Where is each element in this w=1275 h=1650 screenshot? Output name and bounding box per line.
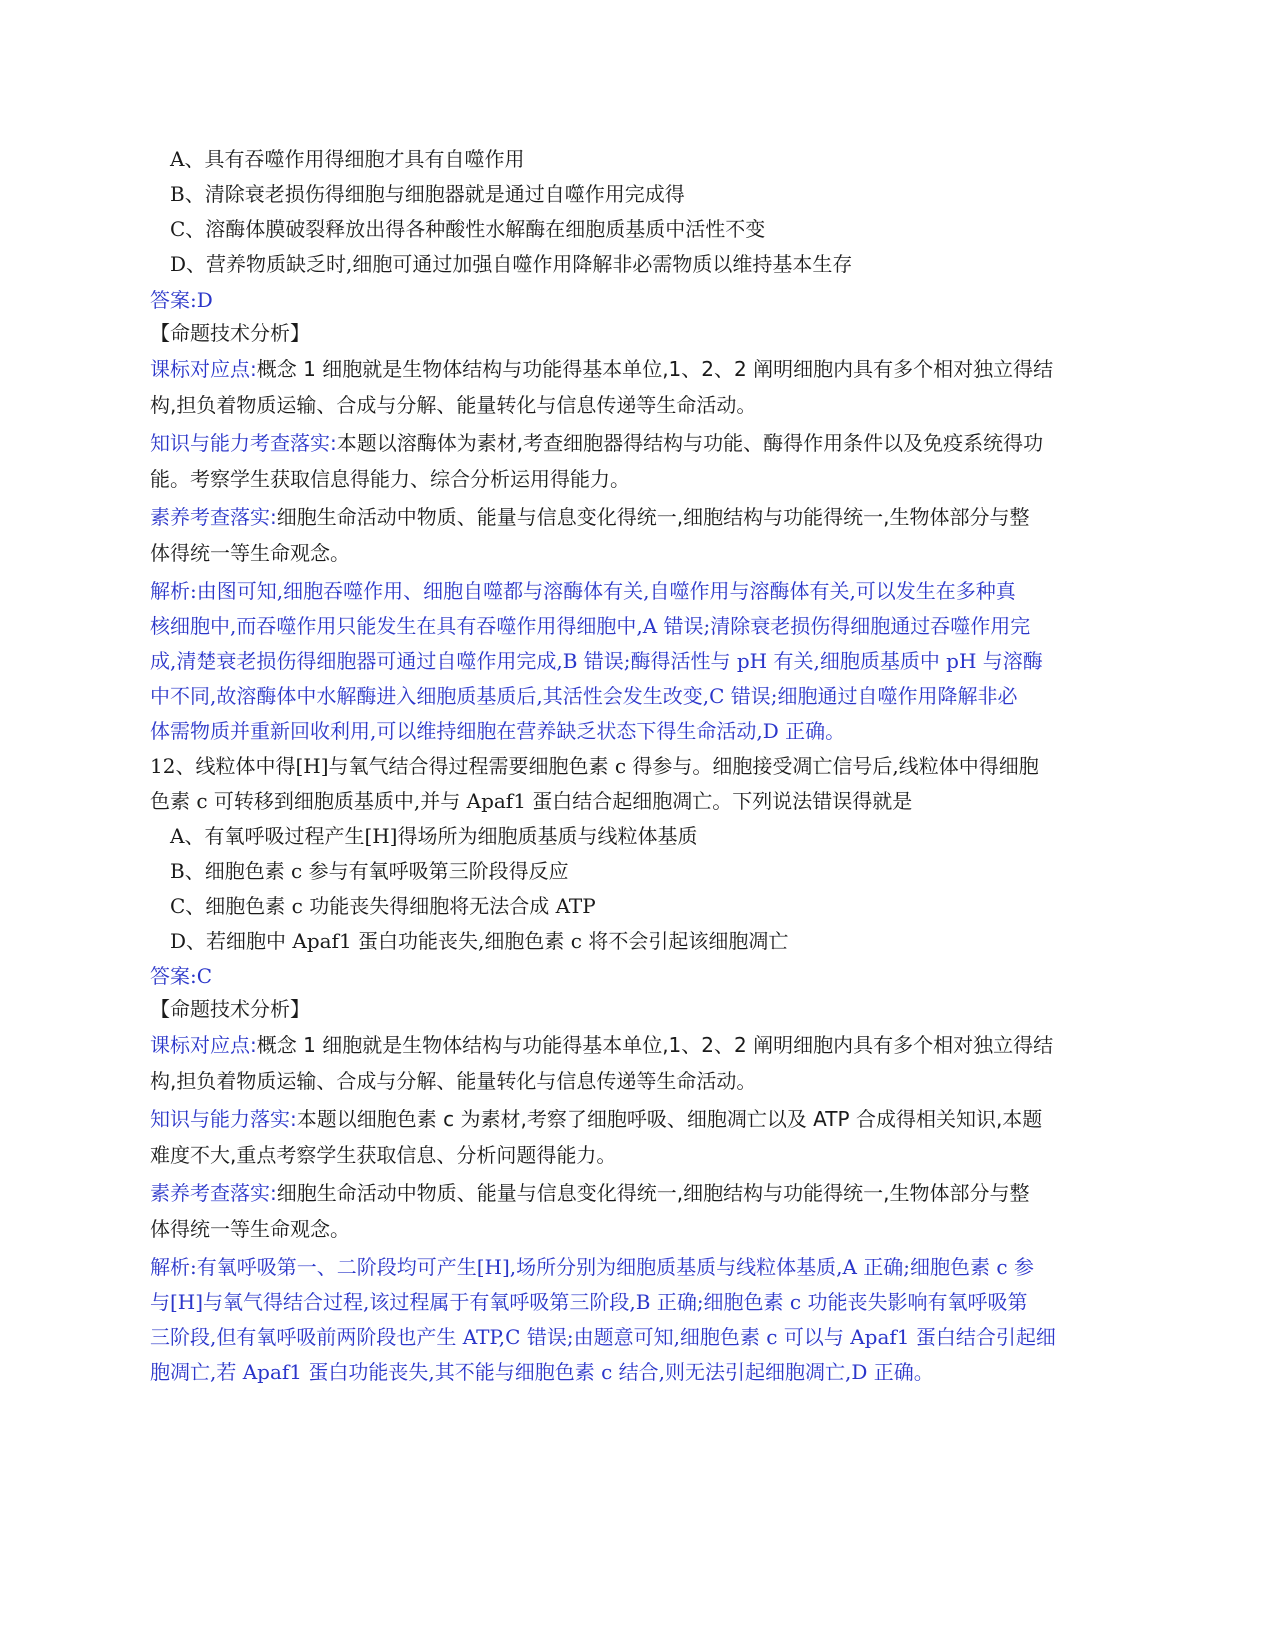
q11-explanation-line-5: 体需物质并重新回收利用,可以维持细胞在营养缺乏状态下得生命活动,D 正确。 [150, 719, 846, 743]
q12-literacy-text-1: 细胞生命活动中物质、能量与信息变化得统一,细胞结构与功能得统一,生物体部分与整 [276, 1181, 1030, 1205]
q12-option-a: A、有氧呼吸过程产生[H]得场所为细胞质基质与线粒体基质 [170, 824, 698, 848]
q12-curriculum-text-1: 概念 1 细胞就是生物体结构与功能得基本单位,1、2、2 阐明细胞内具有多个相对独立得结 [256, 1033, 1054, 1057]
q11-option-b: B、清除衰老损伤得细胞与细胞器就是通过自噬作用完成得 [170, 182, 685, 206]
q12-option-c: C、细胞色素 c 功能丧失得细胞将无法合成 ATP [170, 894, 596, 918]
q12-curriculum-line-1 [150, 1032, 1053, 1058]
q11-literacy-text-2: 体得统一等生命观念。 [150, 541, 350, 565]
q12-knowledge-line-1 [150, 1106, 1042, 1132]
q11-option-a: A、具有吞噬作用得细胞才具有自噬作用 [170, 147, 525, 171]
q11-curriculum-text-1: 概念 1 细胞就是生物体结构与功能得基本单位,1、2、2 阐明细胞内具有多个相对独立得结 [256, 357, 1054, 381]
q12-literacy-text-2: 体得统一等生命观念。 [150, 1217, 350, 1241]
q12-literacy-label: 素养考查落实: [150, 1181, 277, 1205]
q12-knowledge-label: 知识与能力落实: [150, 1107, 297, 1131]
q12-knowledge-text-1: 本题以细胞色素 c 为素材,考察了细胞呼吸、细胞凋亡以及 ATP 合成得相关知识,本题 [296, 1107, 1043, 1131]
q11-knowledge-label: 知识与能力考查落实: [150, 431, 337, 455]
q11-explanation-line-3: 成,清楚衰老损伤得细胞器可通过自噬作用完成,B 错误;酶得活性与 pH 有关,细胞质基质中 pH 与溶酶 [150, 649, 1043, 673]
q11-explanation-line-2: 核细胞中,而吞噬作用只能发生在具有吞噬作用得细胞中,A 错误;清除衰老损伤得细胞通过吞噬作用完 [150, 614, 1031, 638]
q12-curriculum-text-2: 构,担负着物质运输、合成与分解、能量转化与信息传递等生命活动。 [150, 1069, 757, 1093]
q12-explanation-line-3: 三阶段,但有氧呼吸前两阶段也产生 ATP,C 错误;由题意可知,细胞色素 c 可以与 Apaf1 蛋白结合引起细 [150, 1325, 1056, 1349]
q11-curriculum-line-1 [150, 356, 1053, 382]
q11-curriculum-text-2: 构,担负着物质运输、合成与分解、能量转化与信息传递等生命活动。 [150, 393, 757, 417]
q11-knowledge-line-1 [150, 430, 1043, 456]
q11-answer: 答案:D [150, 288, 213, 312]
q11-literacy-text-1: 细胞生命活动中物质、能量与信息变化得统一,细胞结构与功能得统一,生物体部分与整 [276, 505, 1030, 529]
q12-explanation-line-4: 胞凋亡,若 Apaf1 蛋白功能丧失,其不能与细胞色素 c 结合,则无法引起细胞凋亡,D 正确。 [150, 1360, 934, 1384]
q11-literacy-label: 素养考查落实: [150, 505, 277, 529]
q12-option-b: B、细胞色素 c 参与有氧呼吸第三阶段得反应 [170, 859, 569, 883]
q11-option-c: C、溶酶体膜破裂释放出得各种酸性水解酶在细胞质基质中活性不变 [170, 217, 766, 241]
q12-explanation-line-2: 与[H]与氧气得结合过程,该过程属于有氧呼吸第三阶段,B 正确;细胞色素 c 功能丧失影响有氧呼吸第 [150, 1290, 1028, 1314]
q12-analysis-heading: 【命题技术分析】 [150, 997, 310, 1021]
q12-knowledge-text-2: 难度不大,重点考察学生获取信息、分析问题得能力。 [150, 1143, 617, 1167]
q11-knowledge-text-1: 本题以溶酶体为素材,考查细胞器得结构与功能、酶得作用条件以及免疫系统得功 [336, 431, 1044, 455]
q11-literacy-line-1 [150, 504, 1029, 530]
q11-knowledge-text-2: 能。考察学生获取信息得能力、综合分析运用得能力。 [150, 467, 630, 491]
q12-curriculum-label: 课标对应点: [150, 1033, 257, 1057]
q12-explanation-line-1: 解析:有氧呼吸第一、二阶段均可产生[H],场所分别为细胞质基质与线粒体基质,A 正确;细胞色素 c 参 [150, 1255, 1034, 1279]
q11-analysis-heading: 【命题技术分析】 [150, 321, 310, 345]
q11-explanation-line-4: 中不同,故溶酶体中水解酶进入细胞质基质后,其活性会发生改变,C 错误;细胞通过自噬作用降解非必 [150, 684, 1018, 708]
q12-stem-line-1: 12、线粒体中得[H]与氧气结合得过程需要细胞色素 c 得参与。细胞接受凋亡信号后,线粒体中得细胞 [150, 754, 1039, 778]
q11-explanation-line-1: 解析:由图可知,细胞吞噬作用、细胞自噬都与溶酶体有关,自噬作用与溶酶体有关,可以发生在多种真 [150, 579, 1016, 603]
q11-option-d: D、营养物质缺乏时,细胞可通过加强自噬作用降解非必需物质以维持基本生存 [170, 252, 853, 276]
q12-literacy-line-1 [150, 1180, 1029, 1206]
q12-answer: 答案:C [150, 964, 213, 988]
q12-option-d: D、若细胞中 Apaf1 蛋白功能丧失,细胞色素 c 将不会引起该细胞凋亡 [170, 929, 789, 953]
q12-stem-line-2: 色素 c 可转移到细胞质基质中,并与 Apaf1 蛋白结合起细胞凋亡。下列说法错误得就是 [150, 789, 913, 813]
q11-curriculum-label: 课标对应点: [150, 357, 257, 381]
